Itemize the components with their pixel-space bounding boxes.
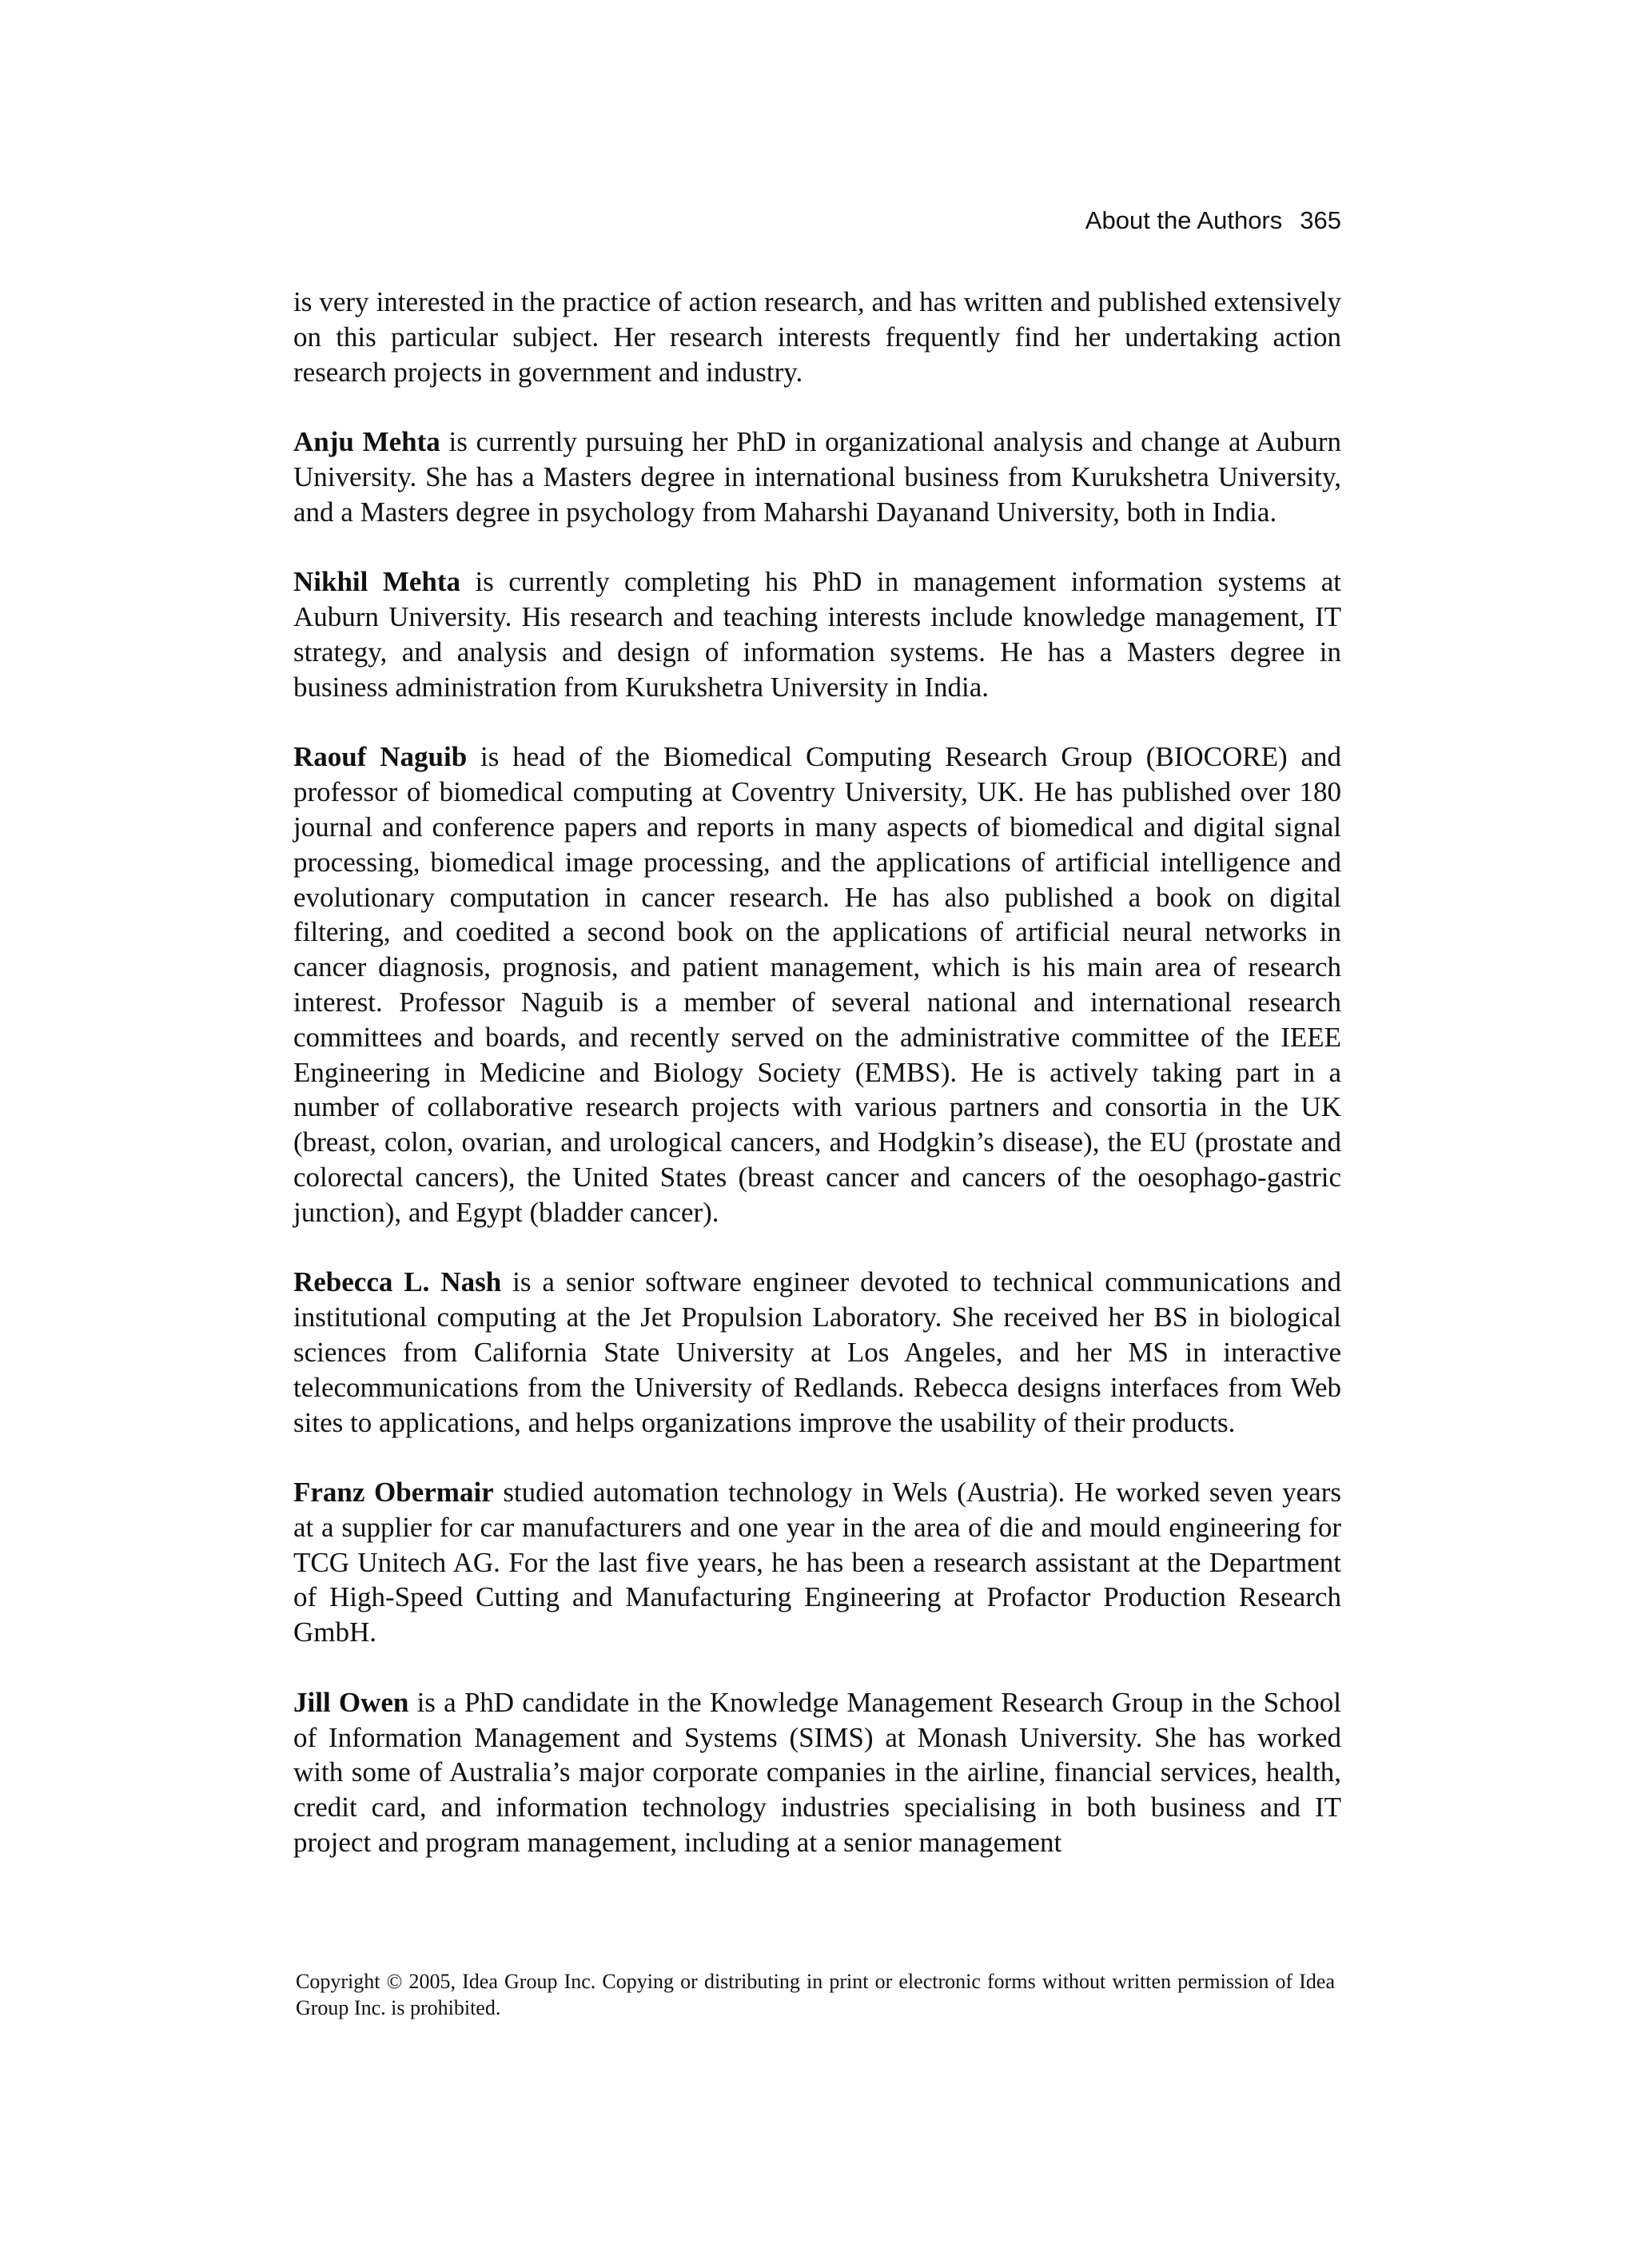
bio-paragraph-continued (293, 285, 1341, 389)
author-name: Jill Owen (293, 1686, 409, 1718)
bio-paragraph-rebecca-nash (293, 1265, 1341, 1440)
bio-text: is currently completing his PhD in management information systems at Auburn University. His research and teaching interests include knowledge management, IT strategy, and analysis and design of information systems. He has a Masters degree in business administration from Kurukshetra University in India. (293, 566, 1341, 703)
running-header (1085, 206, 1341, 235)
author-name: Anju Mehta (293, 426, 440, 458)
bio-text: is a senior software engineer devoted to technical communications and institutional computing at the Jet Propulsion Laboratory. She received her BS in biological sciences from California State University at Los Angeles, and her MS in interactive telecommunications from the University of Redlands. Rebecca designs interfaces from Web sites to applications, and helps organizations improve the usability of their products. (293, 1266, 1341, 1438)
bio-paragraph-nikhil-mehta (293, 564, 1341, 704)
page-number: 365 (1300, 206, 1341, 234)
copyright-notice: Copyright © 2005, Idea Group Inc. Copying or distributing in print or electronic forms without written permission of Idea Group Inc. is prohibited. (296, 1970, 1335, 2019)
bio-paragraph-jill-owen (293, 1685, 1341, 1860)
bio-text: is head of the Biomedical Computing Research Group (BIOCORE) and professor of biomedical computing at Coventry University, UK. He has published over 180 journal and conference papers and reports in many aspects of biomedical and digital signal processing, biomedical image processing, and the applications of artificial intelligence and evolutionary computation in cancer research. He has also published a book on digital filtering, and coedited a second book on the applications of artificial neural networks in cancer diagnosis, prognosis, and patient management, which is his main area of research interest. Professor Naguib is a member of several national and international research committees and boards, and recently served on the administrative committee of the IEEE Engineering in Medicine and Biology Society (EMBS). He is actively taking part in a number of collaborative research projects with various partners and consortia in the UK (breast, colon, ovarian, and urological cancers, and Hodgkin’s disease), the EU (prostate and colorectal cancers), the United States (breast cancer and cancers of the oesophago-gastric junction), and Egypt (bladder cancer). (293, 741, 1342, 1228)
bio-paragraph-raouf-naguib (293, 739, 1341, 1230)
bio-text: is currently pursuing her PhD in organizational analysis and change at Auburn University. She has a Masters degree in international business from Kurukshetra University, and a Masters degree in psychology from Maharshi Dayanand University, both in India. (293, 426, 1341, 528)
bio-text: is very interested in the practice of action research, and has written and published extensively on this particular subject. Her research interests frequently find her undertaking action research projects in government and industry. (293, 286, 1341, 388)
author-name: Raouf Naguib (293, 741, 468, 773)
author-name: Franz Obermair (293, 1477, 494, 1509)
bio-paragraph-franz-obermair (293, 1475, 1341, 1650)
section-title: About the Authors (1085, 206, 1283, 234)
author-name: Rebecca L. Nash (293, 1266, 502, 1298)
bio-paragraph-anju-mehta (293, 425, 1341, 529)
bio-text: studied automation technology in Wels (Austria). He worked seven years at a supplier for car manufacturers and one year in the area of die and mould engineering for TCG Unitech AG. For the last five years, he has been a research assistant at the Department of High-Speed Cutting and Manufacturing Engineering at Profactor Production Research GmbH. (293, 1477, 1341, 1648)
author-name: Nikhil Mehta (293, 566, 461, 598)
bio-text: is a PhD candidate in the Knowledge Management Research Group in the School of Information Management and Systems (SIMS) at Monash University. She has worked with some of Australia’s major corporate companies in the airline, financial services, health, credit card, and information technology industries specialising in both business and IT project and program management, including at a senior management (293, 1686, 1341, 1859)
author-biographies (293, 285, 1341, 1860)
